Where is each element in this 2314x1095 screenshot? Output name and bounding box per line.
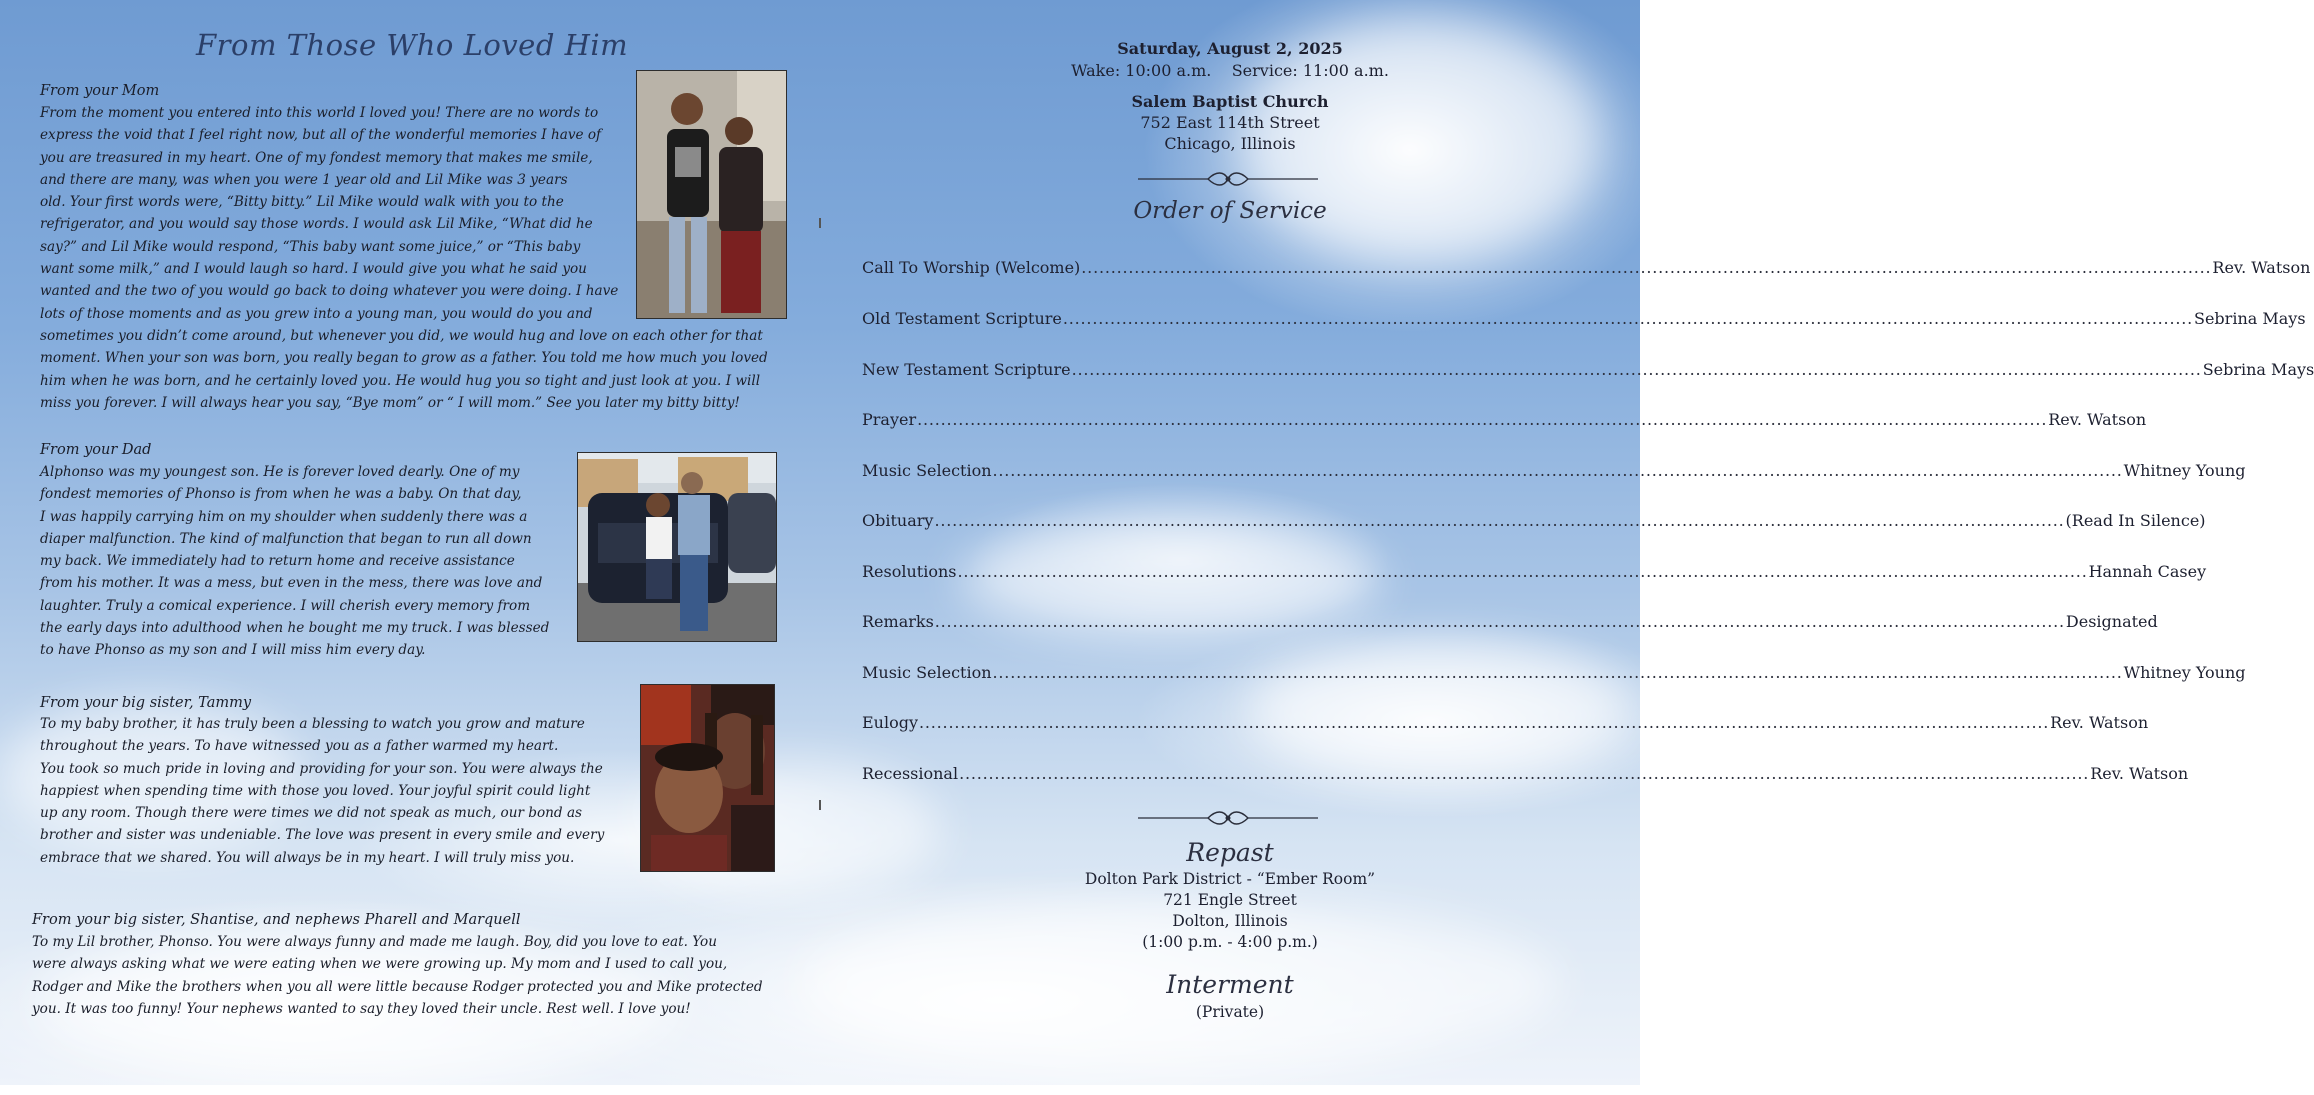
tribute-text-shantise: To my Lil brother, Phonso. You were always funny and made me laugh. Boy, did you love to eat. You were always asking what we were eating when we were growing up. My mom and I used to call you, Rodger and Mike the brothers when you all were little because Rodger protected you and Mike protected you. It was too funny! Your nephews wanted to say they loved their uncle. Rest well. I love you! <box>32 934 763 1017</box>
fold-mark <box>819 218 821 228</box>
interment-note: (Private) <box>1195 1003 1265 1021</box>
interment-title: Interment <box>1166 970 1294 999</box>
church-name: Salem Baptist Church <box>1131 92 1329 111</box>
tribute-heading-mom: From your Mom <box>40 83 160 99</box>
tribute-text-tammy: To my baby brother, it has truly been a blessing to watch you grow and mature throughout the years. To have witnessed you as a father warmed my heart. You took so much pride in loving and providing for your son. You were always the happiest when spending time with those you loved. Your joyful spirit could light up any room. Though there were times we did not speak as much, our bond as brother and sister was undeniable. The love was present in every smile and every embrace that we shared. You will always be in my heart. I will truly miss you. <box>40 716 605 866</box>
church-city: Chicago, Illinois <box>1164 134 1296 153</box>
tribute-text-dad: Alphonso was my youngest son. He is forever loved dearly. One of my fondest memories of Phonso is from when he was a baby. On that day, I was happily carrying him on my shoulder when suddenly there was a diaper malfunction. The kind of malfunction that began to run all down my back. We immediately had to return home and receive assistance from his mother. It was a mess, but even in the mess, there was love and laughter. Truly a comical experience. I will cherish every memory from the early days into adulthood when he bought me my truck. I was blessed to have Phonso as my son and I will miss him every day. <box>40 464 550 659</box>
service-row: Obituary ................................................................................................................................................................................................ (Read In Silence) <box>862 511 2206 530</box>
service-row: Prayer ................................................................................................................................................................................................ Rev. Watson <box>862 410 2147 429</box>
service-row: Remarks ................................................................................................................................................................................................ Designated <box>862 612 2158 631</box>
service-row: Resolutions ................................................................................................................................................................................................ Hannah Casey <box>862 562 2207 581</box>
service-row: Old Testament Scripture ................................................................................................................................................................................................ Sebrina Mays <box>862 309 2306 328</box>
service-row: Music Selection ................................................................................................................................................................................................ Whitney Young <box>862 461 2246 480</box>
fold-mark <box>819 800 821 810</box>
photo-mom-and-son <box>636 70 787 319</box>
divider-flourish-icon <box>1138 171 1318 187</box>
tribute-text-mom: From the moment you entered into this world I loved you! There are no words to express the void that I feel right now, but all of the wonderful memories I have of you are treasured in my heart. One of my fondest memory that makes me smile, and there are many, was when you were 1 year old and Lil Mike was 3 years old. Your first words were, “Bitty bitty.” Lil Mike would walk with you to the refrigerator, and you would say those words. I would ask Lil Mike, “What did he say?” and Lil Mike would respond, “This baby want some juice,” or “This baby want some milk,” and I would laugh so hard. I would give you what he said you wanted and the two of you would go back to doing whatever you were doing. I have lots of those moments and as you grew into a young man, you would do you and sometimes you didn’t come around, but whenever you did, we would hug and love on each other for that moment. When your son was born, you really began to grow as a father. You told me how much you loved him when he was born, and he certainly loved you. He would hug you so tight and just look at you. I will miss you forever. I will always hear you say, “Bye mom” or “ I will mom.” See you later my bitty bitty! <box>40 105 768 411</box>
tribute-heading-tammy: From your big sister, Tammy <box>40 695 252 711</box>
service-row: New Testament Scripture ................................................................................................................................................................................................ Sebrina Mays <box>862 360 2314 379</box>
service-row: Music Selection ................................................................................................................................................................................................ Whitney Young <box>862 663 2246 682</box>
service-row: Recessional ................................................................................................................................................................................................ Rev. Watson <box>862 764 2189 783</box>
divider-flourish-icon <box>1138 810 1318 826</box>
repast-address: 721 Engle Street <box>1163 891 1297 909</box>
photo-sister-tammy <box>640 684 775 872</box>
church-address: 752 East 114th Street <box>1140 113 1320 132</box>
order-of-service-title: Order of Service <box>1133 198 1327 224</box>
repast-time: (1:00 p.m. - 4:00 p.m.) <box>1142 933 1318 951</box>
repast-venue: Dolton Park District - “Ember Room” <box>1084 870 1376 888</box>
service-date: Saturday, August 2, 2025 <box>1117 39 1343 58</box>
tribute-heading-shantise: From your big sister, Shantise, and nephews Pharell and Marquell <box>32 912 521 928</box>
photo-father-and-son <box>577 452 777 642</box>
service-row: Eulogy ................................................................................................................................................................................................ Rev. Watson <box>862 713 2149 732</box>
service-times: Wake: 10:00 a.m. Service: 11:00 a.m. <box>1071 61 1389 80</box>
tribute-heading-dad: From your Dad <box>40 442 152 458</box>
tributes-title: From Those Who Loved Him <box>196 28 629 62</box>
repast-title: Repast <box>1186 838 1274 867</box>
repast-city: Dolton, Illinois <box>1172 912 1288 930</box>
service-row: Call To Worship (Welcome) ................................................................................................................................................................................................ Rev. Watson <box>862 258 2311 277</box>
